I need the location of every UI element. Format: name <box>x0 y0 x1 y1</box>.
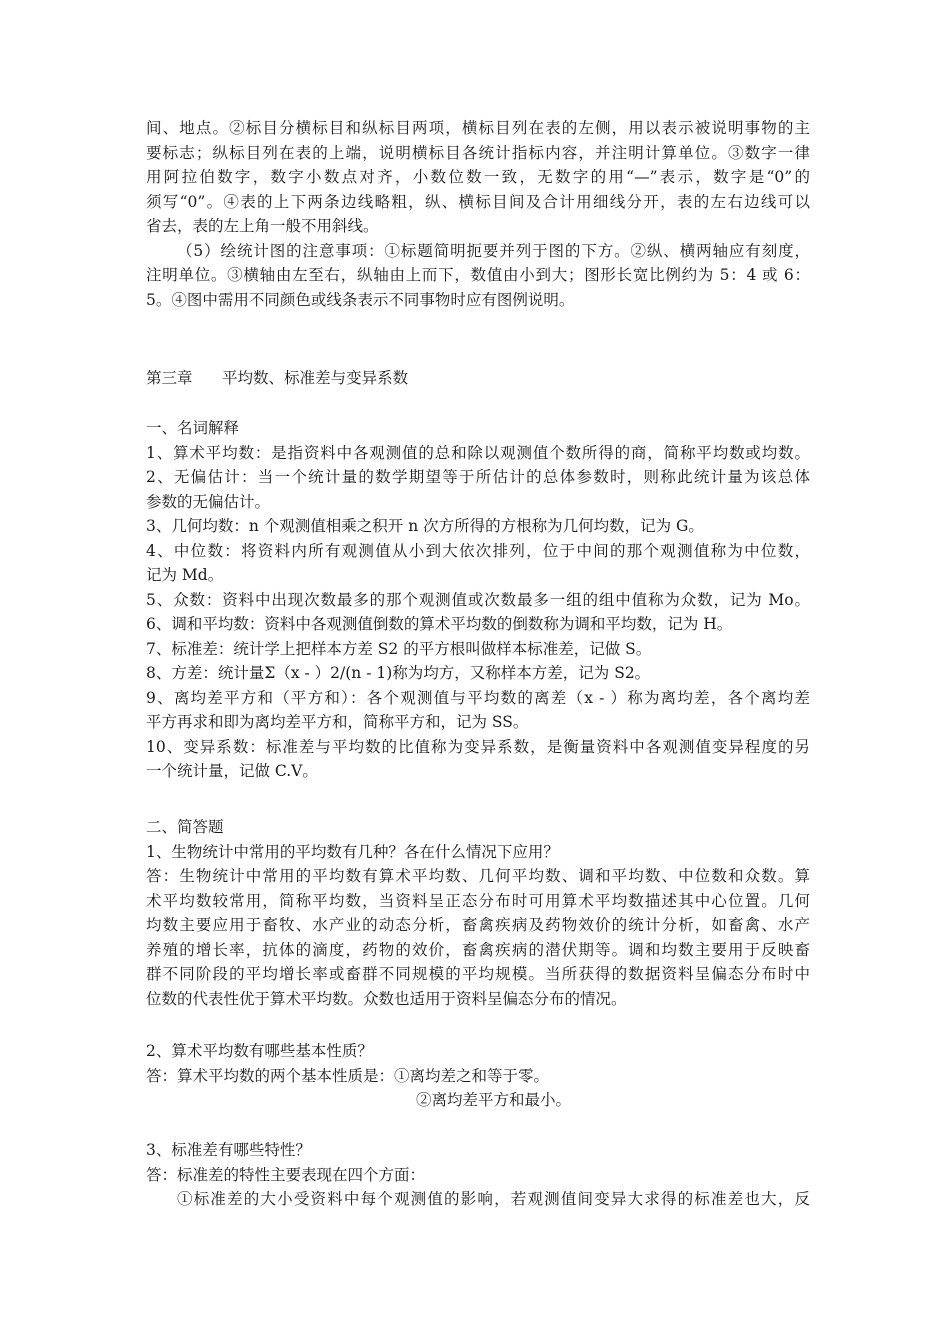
answer-line: 答：算术平均数的两个基本性质是：①离均差之和等于零。 <box>146 1066 550 1085</box>
answer-line: 养殖的增长率，抗体的滴度，药物的效价，畜禽疾病的潜伏期等。调和均数主要用于反映畜 <box>146 940 810 959</box>
chapter-heading-block <box>146 366 810 391</box>
chapter-title: 第三章 平均数、标准差与变异系数 <box>146 369 409 387</box>
answer-line: ①标准差的大小受资料中每个观测值的影响，若观测值间变异大求得的标准差也大，反 <box>177 1190 810 1208</box>
definition-line: 4、中位数：将资料内所有观测值从小到大依次排列，位于中间的那个观测值称为中位数， <box>146 541 810 560</box>
text-line: 间、地点。②标目分横标目和纵标目两项，横标目列在表的左侧，用以表示被说明事物的主 <box>146 119 810 137</box>
text-line: 用阿拉伯数字，数字小数点对齐，小数位数一致，无数字的用“—”表示，数字是“0”的 <box>146 168 810 186</box>
short-answer-section <box>146 815 810 1011</box>
definition-line: 一个统计量，记做 C.V。 <box>146 762 318 780</box>
answer-line: 答：生物统计中常用的平均数有算术平均数、几何平均数、调和平均数、中位数和众数。算 <box>146 867 810 885</box>
question: 1、生物统计中常用的平均数有几种？各在什么情况下应用？ <box>146 842 559 861</box>
answer-line: 位数的代表性优于算术平均数。众数也适用于资料呈偏态分布的情况。 <box>146 989 627 1008</box>
answer-line: ②离均差平方和最小。 <box>416 1091 572 1109</box>
section-heading: 一、名词解释 <box>146 419 240 437</box>
question: 3、标准差有哪些特性？ <box>146 1141 311 1159</box>
text-line: 5。④图中需用不同颜色或线条表示不同事物时应有图例说明。 <box>146 290 575 309</box>
definition-line: 2、无偏估计：当一个统计量的数学期望等于所估计的总体参数时，则称此统计量为该总体 <box>146 468 810 486</box>
definition-line: 7、标准差：统计学上把样本方差 S2 的平方根叫做样本标准差，记做 S。 <box>146 639 652 658</box>
definition-line: 5、众数：资料中出现次数最多的那个观测值或次数最多一组的组中值称为众数，记为 Mo。 <box>146 590 810 609</box>
text-line: 注明单位。③横轴由左至右，纵轴由上而下，数值由小到大；图形长宽比例约为 5：4 或 6： <box>146 266 810 284</box>
section-heading: 二、简答题 <box>146 818 224 836</box>
answer-line: 群不同阶段的平均增长率或畜群不同规模的平均规模。当所获得的数据资料呈偏态分布时中 <box>146 965 810 983</box>
definition-line: 平方再求和即为离均差平方和，简称平方和，记为 SS。 <box>146 713 529 731</box>
text-line: 要标志；纵标目列在表的上端，说明横标目各统计指标内容，并注明计算单位。③数字一律 <box>146 143 810 162</box>
answer-line: 术平均数较常用，简称平均数，当资料呈正态分布时可用算术平均数描述其中心位置。几何 <box>146 891 810 910</box>
definition-line: 1、算术平均数：是指资料中各观测值的总和除以观测值个数所得的商，简称平均数或均数。 <box>146 443 810 462</box>
question-3-block <box>146 1138 810 1212</box>
definition-line: 3、几何均数：n 个观测值相乘之积开 n 次方所得的方根称为几何均数，记为 G。 <box>146 517 704 535</box>
definition-line: 参数的无偏估计。 <box>146 492 271 511</box>
question: 2、算术平均数有哪些基本性质？ <box>146 1042 373 1060</box>
answer-line: 均数主要应用于畜牧、水产业的动态分析，畜禽疾病及药物效价的统计分析，如畜禽、水产 <box>146 916 810 934</box>
definition-line: 记为 Md。 <box>146 566 224 584</box>
definitions-section <box>146 416 810 784</box>
text-line: （5）绘统计图的注意事项：①标题简明扼要并列于图的下方。②纵、横两轴应有刻度， <box>177 241 810 260</box>
text-line: 须写“0”。④表的上下两条边线略粗，纵、横标目间及合计用细线分开，表的左右边线可以 <box>146 192 810 211</box>
definition-line: 6、调和平均数：资料中各观测值倒数的算术平均数的倒数称为调和平均数，记为 H。 <box>146 615 733 633</box>
definition-line: 8、方差：统计量Σ（x - ）2/(n - 1)称为均方，又称样本方差，记为 S2。 <box>146 664 651 682</box>
definition-line: 10、变异系数：标准差与平均数的比值称为变异系数，是衡量资料中各观测值变异程度的另 <box>146 737 810 756</box>
question-2-block <box>146 1039 810 1113</box>
intro-paragraph <box>146 116 810 312</box>
text-line: 省去，表的左上角一般不用斜线。 <box>146 217 379 235</box>
definition-line: 9、离均差平方和（平方和）：各个观测值与平均数的离差（x - ）称为离均差，各个离均差 <box>146 688 810 707</box>
answer-line: 答：标准差的特性主要表现在四个方面： <box>146 1165 426 1184</box>
